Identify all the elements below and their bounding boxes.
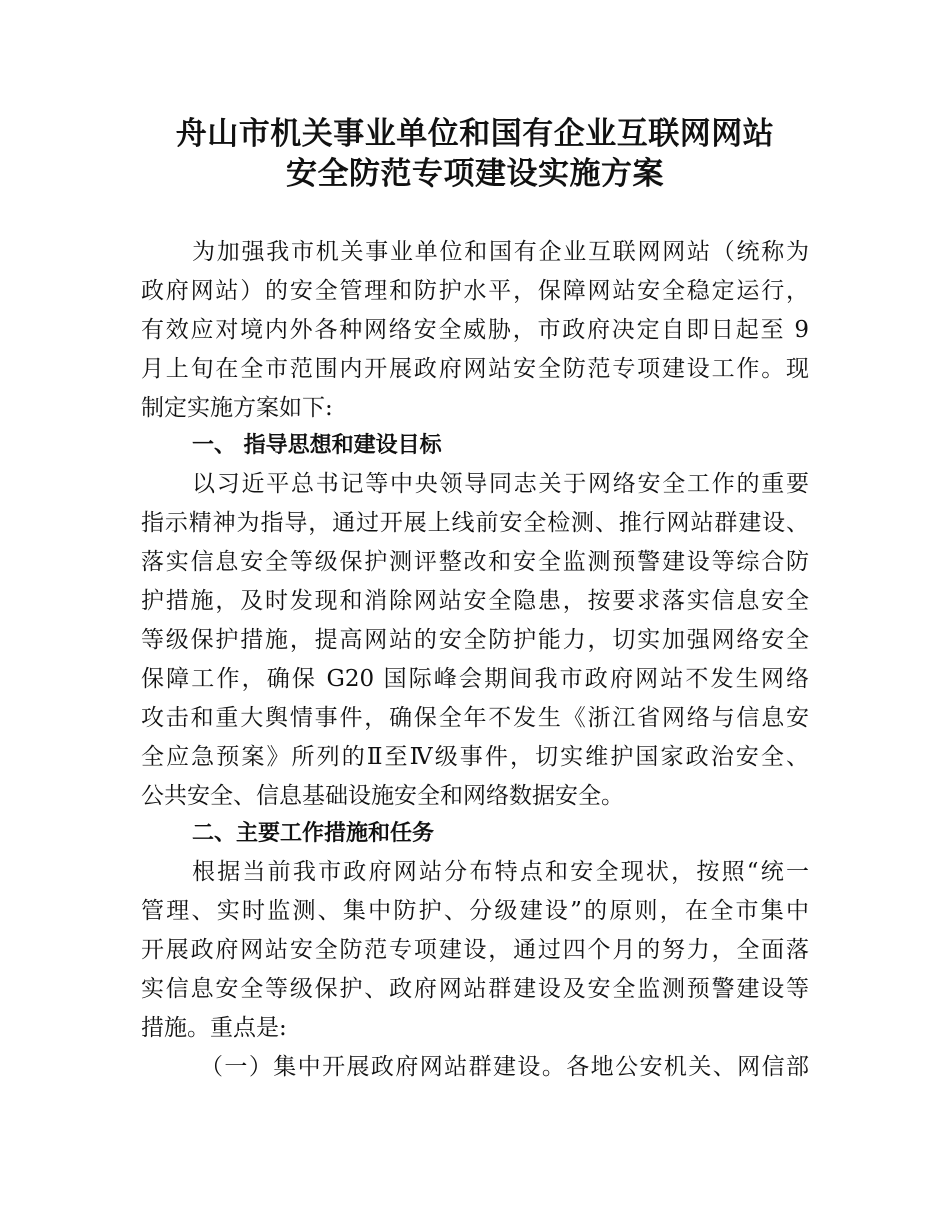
paragraph-line: 实信息安全等级保护、政府网站群建设及安全监测预警建设等 <box>141 976 809 1002</box>
paragraph-line: 月上旬在全市范围内开展政府网站安全防范专项建设工作。现 <box>141 356 809 382</box>
paragraph-line: 政府网站）的安全管理和防护水平，保障网站安全稳定运行， <box>141 278 809 304</box>
paragraph-line: 有效应对境内外各种网络安全威胁，市政府决定自即日起至 9 <box>141 317 809 343</box>
paragraph-line: 保障工作，确保 G20 国际峰会期间我市政府网站不发生网络 <box>141 666 809 692</box>
paragraph-line: 根据当前我市政府网站分布特点和安全现状，按照“统一 <box>192 859 809 885</box>
paragraph-line: 制定实施方案如下: <box>141 395 333 421</box>
paragraph-line: 管理、实时监测、集中防护、分级建设”的原则，在全市集中 <box>141 898 809 924</box>
paragraph-line: 落实信息安全等级保护测评整改和安全监测预警建设等综合防 <box>141 549 809 575</box>
document-title-line-2: 安全防范专项建设实施方案 <box>286 156 664 192</box>
paragraph-line: 公共安全、信息基础设施安全和网络数据安全。 <box>141 783 624 809</box>
document-title-line-1: 舟山市机关事业单位和国有企业互联网网站 <box>175 116 775 152</box>
paragraph-line: 攻击和重大舆情事件，确保全年不发生《浙江省网络与信息安 <box>141 705 809 731</box>
paragraph-line: 开展政府网站安全防范专项建设，通过四个月的努力，全面落 <box>141 937 809 963</box>
paragraph-line: 以习近平总书记等中央领导同志关于网络安全工作的重要 <box>192 471 809 497</box>
paragraph-line: 全应急预案》所列的Ⅱ至Ⅳ级事件，切实维护国家政治安全、 <box>141 744 809 770</box>
paragraph-line: 措施。重点是: <box>141 1015 287 1041</box>
paragraph-line: 为加强我市机关事业单位和国有企业互联网网站（统称为 <box>192 239 809 265</box>
paragraph-line: 等级保护措施，提高网站的安全防护能力，切实加强网络安全 <box>141 627 809 653</box>
paragraph-line: （一）集中开展政府网站群建设。各地公安机关、网信部 <box>200 1054 809 1080</box>
section-heading: 二、主要工作措施和任务 <box>192 821 435 846</box>
paragraph-line: 指示精神为指导，通过开展上线前安全检测、推行网站群建设、 <box>141 510 809 536</box>
paragraph-line: 护措施，及时发现和消除网站安全隐患，按要求落实信息安全 <box>141 588 809 614</box>
section-heading: 一、 指导思想和建设目标 <box>192 433 442 458</box>
